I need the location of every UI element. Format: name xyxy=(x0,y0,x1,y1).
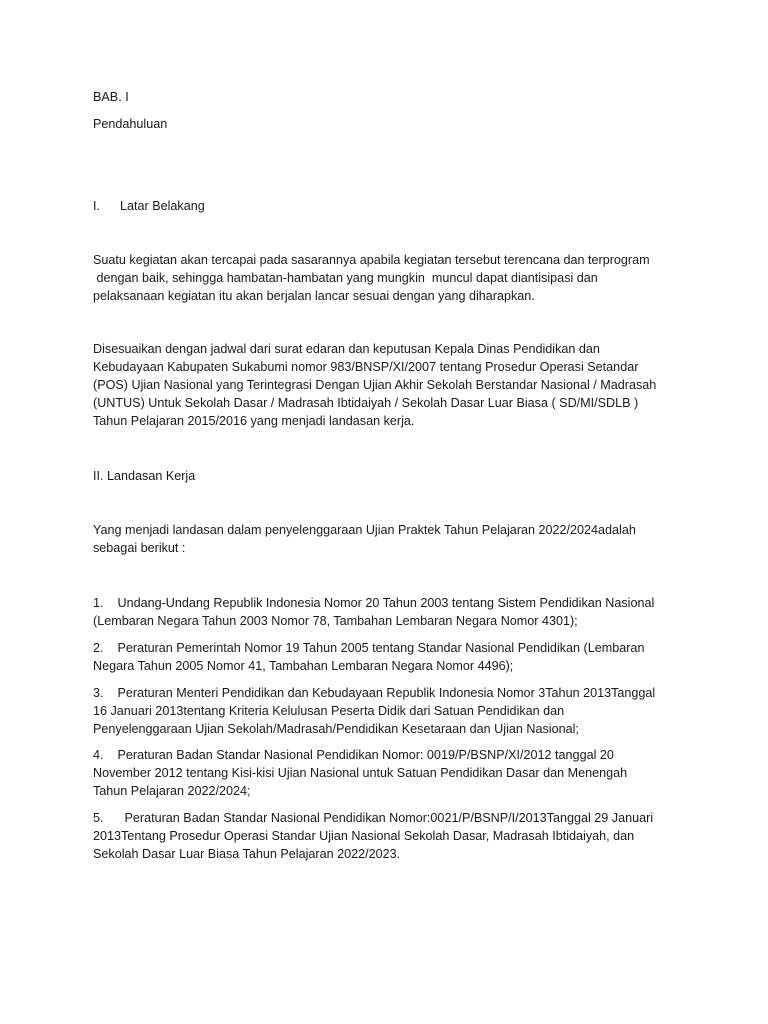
paragraph-line: Suatu kegiatan akan tercapai pada sasarannya apabila kegiatan tersebut terencana dan terprogram xyxy=(93,253,650,267)
list-item-line: Sekolah Dasar Luar Biasa Tahun Pelajaran 2022/2023. xyxy=(93,847,401,861)
paragraph-line: Kebudayaan Kabupaten Sukabumi nomor 983/BNSP/XI/2007 tentang Prosedur Operasi Setandar xyxy=(93,360,639,374)
paragraph-line: Disesuaikan dengan jadwal dari surat edaran dan keputusan Kepala Dinas Pendidikan dan xyxy=(93,342,600,356)
list-item-4 xyxy=(93,746,683,800)
paragraph-line: Yang menjadi landasan dalam penyelenggaraan Ujian Praktek Tahun Pelajaran 2022/2024adalah xyxy=(93,523,636,537)
section-title: Latar Belakang xyxy=(120,199,205,213)
list-item-line: 3. Peraturan Menteri Pendidikan dan Kebudayaan Republik Indonesia Nomor 3Tahun 2013Tanggal xyxy=(93,686,656,700)
paragraph-line: (POS) Ujian Nasional yang Terintegrasi Dengan Ujian Akhir Sekolah Berstandar Nasional / Madrasah xyxy=(93,378,657,392)
paragraph-landasan-intro xyxy=(93,521,683,557)
list-item-1 xyxy=(93,594,683,630)
list-item-2 xyxy=(93,639,683,675)
paragraph-latar-belakang-1 xyxy=(93,251,683,305)
list-item-line: 5. Peraturan Badan Standar Nasional Pendidikan Nomor:0021/P/BSNP/I/2013Tanggal 29 Januari xyxy=(93,811,654,825)
paragraph-line: Tahun Pelajaran 2015/2016 yang menjadi landasan kerja. xyxy=(93,414,415,428)
list-item-line: 1. Undang-Undang Republik Indonesia Nomor 20 Tahun 2003 tentang Sistem Pendidikan Nasional xyxy=(93,596,655,610)
list-item-line: Penyelenggaraan Ujian Sekolah/Madrasah/Pendidikan Kesetaraan dan Ujian Nasional; xyxy=(93,722,579,736)
list-item-line: 16 Januari 2013tentang Kriteria Kelulusan Peserta Didik dari Satuan Pendidikan dan xyxy=(93,704,565,718)
list-item-line: (Lembaran Negara Tahun 2003 Nomor 78, Tambahan Lembaran Negara Nomor 4301); xyxy=(93,614,578,628)
chapter-heading: BAB. I xyxy=(93,90,129,104)
paragraph-line: (UNTUS) Untuk Sekolah Dasar / Madrasah Ibtidaiyah / Sekolah Dasar Luar Biasa ( SD/MI/SDLB ) xyxy=(93,396,639,410)
list-item-line: Tahun Pelajaran 2022/2024; xyxy=(93,784,251,798)
section-number: I. xyxy=(93,199,100,213)
list-item-line: 2013Tentang Prosedur Operasi Standar Ujian Nasional Sekolah Dasar, Madrasah Ibtidaiyah, dan xyxy=(93,829,635,843)
list-item-line: November 2012 tentang Kisi-kisi Ujian Nasional untuk Satuan Pendidikan Dasar dan Menengah xyxy=(93,766,628,780)
paragraph-line: pelaksanaan kegiatan itu akan berjalan lancar sesuai dengan yang diharapkan. xyxy=(93,289,535,303)
section-heading-landasan-kerja: II. Landasan Kerja xyxy=(93,469,196,483)
list-item-line: 2. Peraturan Pemerintah Nomor 19 Tahun 2005 tentang Standar Nasional Pendidikan (Lembaran xyxy=(93,641,645,655)
paragraph-line: sebagai berikut : xyxy=(93,541,186,555)
section-heading-latar-belakang xyxy=(93,197,205,215)
paragraph-latar-belakang-2 xyxy=(93,340,683,430)
paragraph-line: dengan baik, sehingga hambatan-hambatan yang mungkin muncul dapat diantisipasi dan xyxy=(93,271,598,285)
list-item-5 xyxy=(93,809,683,863)
list-item-line: Negara Tahun 2005 Nomor 41, Tambahan Lembaran Negara Nomor 4496); xyxy=(93,659,514,673)
list-item-line: 4. Peraturan Badan Standar Nasional Pendidikan Nomor: 0019/P/BSNP/XI/2012 tanggal 20 xyxy=(93,748,614,762)
chapter-title: Pendahuluan xyxy=(93,117,168,131)
list-item-3 xyxy=(93,684,683,738)
